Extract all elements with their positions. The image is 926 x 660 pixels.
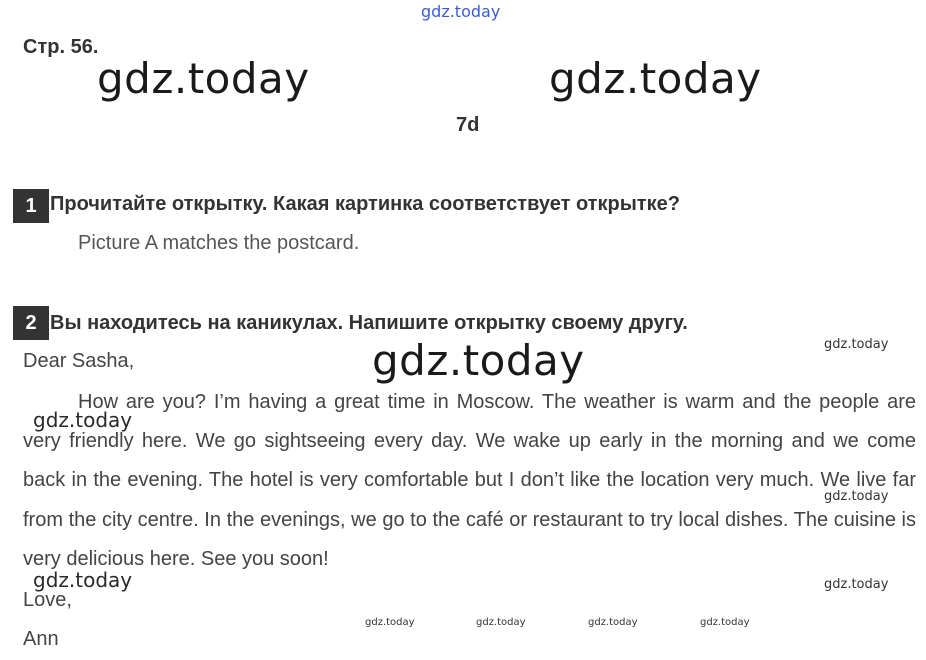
postcard-signature: Ann [23, 628, 59, 650]
watermark-small: gdz.today [824, 489, 889, 504]
task-number-badge: 1 [13, 189, 49, 223]
postcard-closing: Love, [23, 589, 72, 611]
watermark-tiny: gdz.today [476, 617, 526, 628]
watermark-large-right: gdz.today [549, 54, 762, 103]
watermark-tiny: gdz.today [588, 617, 638, 628]
watermark-tiny: gdz.today [365, 617, 415, 628]
watermark-small: gdz.today [824, 577, 889, 592]
watermark-medium: gdz.today [33, 568, 133, 592]
watermark-small: gdz.today [824, 337, 889, 352]
task-number-badge: 2 [13, 306, 49, 340]
watermark-large-left: gdz.today [97, 54, 310, 103]
page-reference: Стр. 56. [23, 36, 99, 58]
task-answer: Picture A matches the postcard. [78, 232, 360, 254]
unit-label: 7d [456, 114, 480, 136]
watermark-large-center: gdz.today [372, 336, 585, 385]
task-title: Вы находитесь на каникулах. Напишите открытку своему другу. [50, 312, 688, 334]
postcard-greeting: Dear Sasha, [23, 350, 135, 372]
task-title: Прочитайте открытку. Какая картинка соответствует открытке? [50, 193, 680, 215]
watermark-medium: gdz.today [33, 408, 133, 432]
watermark-top: gdz.today [421, 2, 501, 21]
watermark-tiny: gdz.today [700, 617, 750, 628]
postcard-body: How are you? I’m having a great time in Moscow. The weather is warm and the people are very friendly here. We go sightseeing every day. We wake up early in the morning and we come back in the evening. The hotel is very comfortable but I don’t like the location very much. We live far from the city centre. In the evenings, we go to the café or restaurant to try local dishes. The cuisine is very delicious here. See you soon! [23, 391, 916, 570]
